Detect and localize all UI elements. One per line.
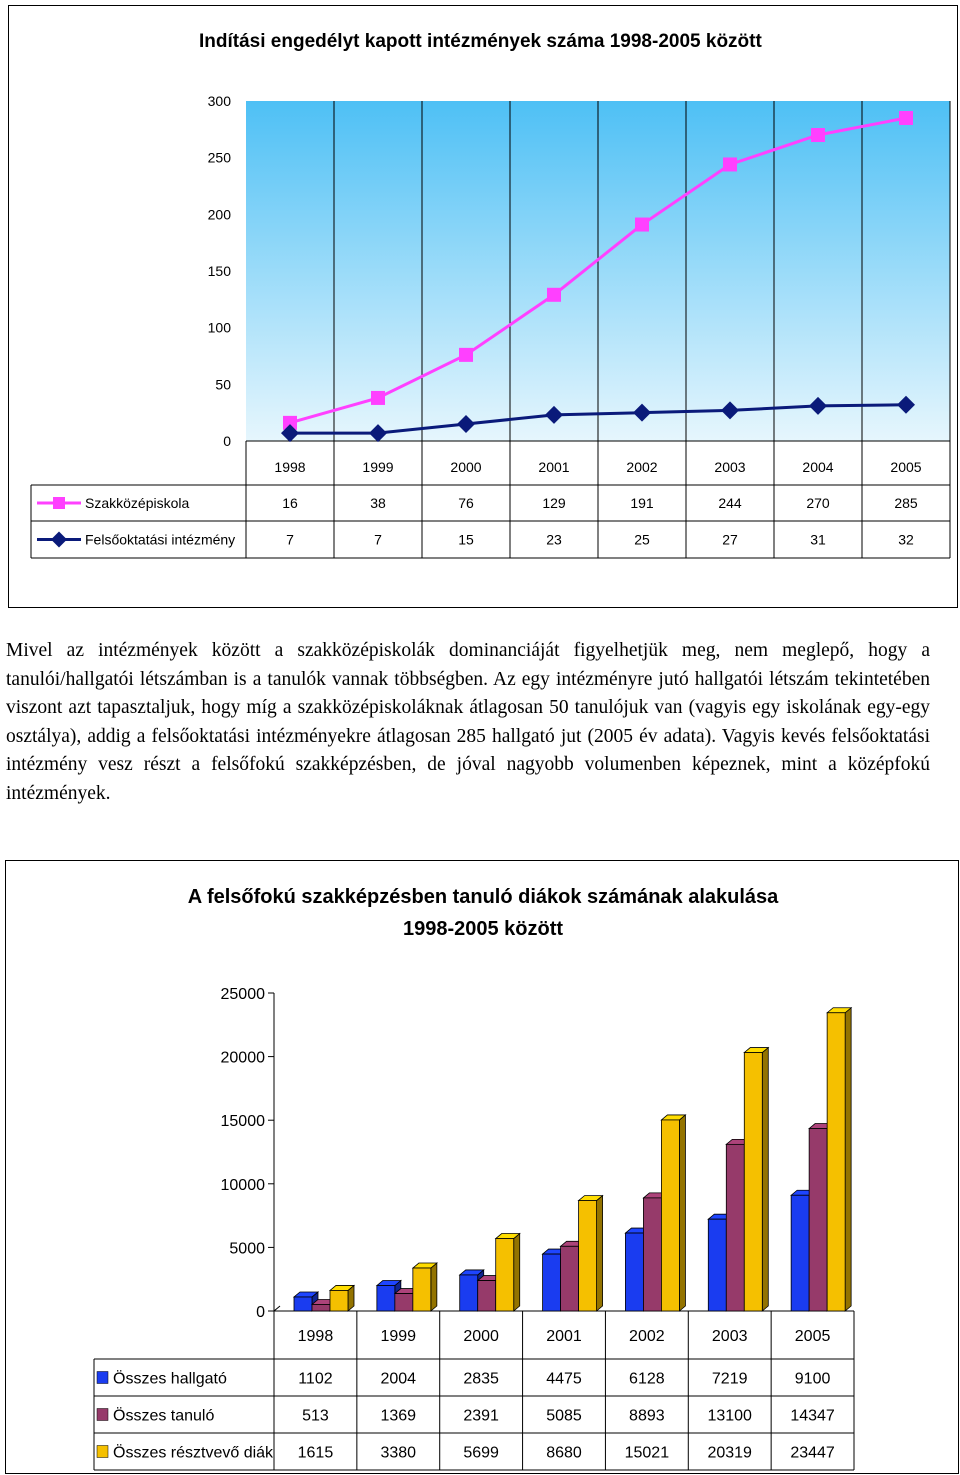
chart1-legend-marker bbox=[51, 532, 67, 548]
chart1-table-value: 16 bbox=[282, 495, 298, 511]
chart1-y-tick-label: 0 bbox=[223, 433, 231, 449]
chart2-legend-label: Összes hallgató bbox=[113, 1370, 227, 1388]
chart2-legend-label: Összes résztvevő diák bbox=[113, 1444, 274, 1462]
chart2-title-line1: A felsőfokú szakképzésben tanuló diákok számának alakulása bbox=[187, 886, 779, 908]
chart1-legend-label: Szakközépiskola bbox=[85, 495, 190, 511]
chart2-bar bbox=[791, 1195, 809, 1311]
chart2-table-value: 5699 bbox=[463, 1444, 499, 1462]
students-chart bbox=[5, 860, 959, 1474]
chart1-table-value: 270 bbox=[806, 495, 830, 511]
chart1-table-value: 244 bbox=[718, 495, 742, 511]
chart2-table-value: 20319 bbox=[707, 1444, 752, 1462]
chart1-table-value: 129 bbox=[542, 495, 566, 511]
chart1-x-tick-label: 1999 bbox=[362, 459, 394, 475]
chart2-y-tick-label: 15000 bbox=[220, 1113, 265, 1131]
chart2-table-value: 2835 bbox=[463, 1370, 499, 1388]
chart2-bar bbox=[661, 1120, 679, 1311]
chart2-x-tick-label: 2003 bbox=[711, 1328, 748, 1345]
chart1-x-tick-label: 2002 bbox=[626, 459, 658, 475]
chart2-table-value: 6128 bbox=[629, 1370, 665, 1388]
chart2-bar bbox=[726, 1144, 744, 1311]
chart1-x-tick-label: 2005 bbox=[890, 459, 922, 475]
chart1-table-value: 32 bbox=[898, 531, 914, 548]
chart2-bar bbox=[294, 1297, 312, 1311]
chart1-legend-label: Felsőoktatási intézmény bbox=[85, 531, 236, 548]
chart2-bar bbox=[809, 1129, 827, 1311]
chart1-marker-square bbox=[547, 288, 561, 302]
chart2-bar bbox=[460, 1275, 478, 1311]
chart2-bar-side bbox=[845, 1008, 851, 1311]
chart1-title: Indítási engedélyt kapott intézmények száma 1998-2005 között bbox=[199, 31, 762, 52]
chart2-bar bbox=[543, 1254, 561, 1311]
chart2-table-value: 23447 bbox=[790, 1444, 835, 1462]
chart2-bar-side bbox=[679, 1115, 685, 1311]
chart2-x-tick-label: 2001 bbox=[546, 1328, 582, 1345]
chart1-x-tick-label: 2003 bbox=[714, 459, 746, 475]
chart2-table-value: 1102 bbox=[298, 1370, 333, 1388]
chart2-x-tick-label: 2002 bbox=[629, 1328, 665, 1345]
chart2-legend-key bbox=[97, 1446, 108, 1458]
institutions-chart bbox=[8, 5, 958, 608]
chart1-marker-square bbox=[723, 157, 737, 171]
chart2-x-tick-label: 2005 bbox=[794, 1328, 831, 1345]
chart2-legend-label: Összes tanuló bbox=[113, 1407, 215, 1425]
chart1-x-tick-label: 2001 bbox=[538, 459, 570, 475]
chart1-table-value: 7 bbox=[286, 531, 294, 548]
chart1-y-tick-label: 50 bbox=[215, 376, 231, 393]
chart1-x-tick-label: 2004 bbox=[802, 459, 834, 475]
chart1-y-tick-label: 100 bbox=[207, 319, 231, 336]
chart2-bar bbox=[377, 1286, 395, 1311]
chart2-bar-side bbox=[514, 1234, 520, 1311]
chart2-legend-key bbox=[97, 1372, 108, 1384]
chart2-table-value: 15021 bbox=[624, 1444, 670, 1462]
chart2-table-value: 13100 bbox=[707, 1407, 752, 1425]
chart1-marker-square bbox=[459, 348, 473, 362]
chart2-bar bbox=[643, 1198, 661, 1311]
chart2-table-value: 8893 bbox=[629, 1407, 665, 1425]
chart1-table-value: 25 bbox=[634, 531, 650, 548]
chart1-y-tick-label: 250 bbox=[207, 149, 231, 166]
chart2-y-tick-label: 5000 bbox=[229, 1240, 265, 1258]
chart1-x-tick-label: 1998 bbox=[274, 459, 306, 475]
chart2-table-value: 2391 bbox=[463, 1407, 499, 1425]
chart2-bar bbox=[312, 1304, 330, 1311]
chart2-table-value: 8680 bbox=[546, 1444, 582, 1462]
chart1-legend-marker bbox=[53, 497, 65, 509]
chart1-marker-square bbox=[811, 128, 825, 142]
chart1-table-value: 285 bbox=[894, 495, 918, 511]
body-paragraph: Mivel az intézmények között a szakközépiskolák dominanciáját figyelhetjük meg, nem meglepő, hogy a tanulói/hallgatói létszámban is a tanulók vannak többségben. Az egy intézményre jutó hallgatói létszám tekintetében viszont azt tapasztaljuk, hogy míg a szakközépiskoláknak átlagosan 50 tanulójuk van (vagyis egy iskolának egy-egy osztálya), addig a felsőoktatási intézményekre átlagosan 285 hallgató jut (2005 év adata). Vagyis kevés felsőoktatási intézmény vesz részt a felsőfokú szakképzésben, de jóval nagyobb volumenben képeznek, mint a középfokú intézmények. bbox=[6, 640, 930, 804]
chart1-table-value: 27 bbox=[722, 531, 738, 548]
chart2-bar-side bbox=[431, 1263, 437, 1311]
chart1-table-value: 38 bbox=[370, 495, 386, 511]
chart2-table-value: 5085 bbox=[546, 1407, 582, 1425]
chart2-table-value: 1615 bbox=[297, 1444, 334, 1462]
chart2-table-value: 3380 bbox=[380, 1444, 417, 1462]
chart2-table-value: 4475 bbox=[546, 1370, 582, 1388]
chart2-table-value: 1369 bbox=[380, 1407, 417, 1425]
chart1-marker-square bbox=[899, 111, 913, 125]
chart2-table-value: 2004 bbox=[380, 1370, 417, 1388]
chart2-bar bbox=[744, 1053, 762, 1311]
chart1-marker-square bbox=[371, 391, 385, 405]
chart2-x-tick-label: 1999 bbox=[380, 1328, 417, 1345]
chart2-bar bbox=[708, 1219, 726, 1311]
chart1-y-tick-label: 150 bbox=[207, 263, 231, 279]
chart2-y-tick-label: 25000 bbox=[220, 986, 265, 1003]
chart2-title-line2: 1998-2005 között bbox=[402, 918, 564, 940]
chart1-table-value: 7 bbox=[374, 531, 382, 548]
chart2-y-tick-label: 10000 bbox=[220, 1176, 265, 1194]
chart1-table-value: 31 bbox=[810, 531, 826, 548]
chart2-table-value: 9100 bbox=[794, 1370, 831, 1388]
chart1-marker-square bbox=[635, 218, 649, 232]
chart2-legend-key bbox=[97, 1409, 108, 1421]
chart2-bar bbox=[561, 1246, 579, 1311]
students-chart-svg bbox=[6, 861, 960, 1475]
chart2-bar bbox=[827, 1013, 845, 1311]
chart2-bar bbox=[413, 1268, 431, 1311]
chart1-table-value: 191 bbox=[630, 495, 654, 511]
chart2-bar bbox=[395, 1294, 413, 1311]
chart2-bar bbox=[496, 1239, 514, 1311]
chart2-y-tick-label: 20000 bbox=[220, 1049, 265, 1067]
chart2-bar-side bbox=[762, 1048, 768, 1311]
chart2-x-tick-label: 1998 bbox=[297, 1328, 334, 1345]
chart1-table-value: 76 bbox=[458, 495, 474, 511]
institutions-chart-svg bbox=[9, 6, 959, 609]
chart2-bar bbox=[579, 1201, 597, 1311]
chart2-table-value: 14347 bbox=[790, 1407, 835, 1425]
chart2-bar bbox=[478, 1281, 496, 1311]
chart1-y-tick-label: 300 bbox=[207, 93, 231, 109]
chart1-table-value: 23 bbox=[546, 531, 562, 548]
chart2-x-tick-label: 2000 bbox=[463, 1328, 499, 1345]
chart2-table-value: 7219 bbox=[711, 1370, 748, 1388]
chart2-table-value: 513 bbox=[302, 1407, 329, 1425]
chart2-bar bbox=[330, 1290, 348, 1311]
chart1-table-value: 15 bbox=[458, 531, 474, 548]
chart2-bar-side bbox=[597, 1196, 603, 1311]
chart1-y-tick-label: 200 bbox=[207, 206, 231, 223]
chart2-floor-edge bbox=[274, 1306, 280, 1311]
chart2-y-tick-label: 0 bbox=[256, 1304, 265, 1321]
chart1-x-tick-label: 2000 bbox=[450, 459, 482, 475]
chart2-bar bbox=[625, 1233, 643, 1311]
